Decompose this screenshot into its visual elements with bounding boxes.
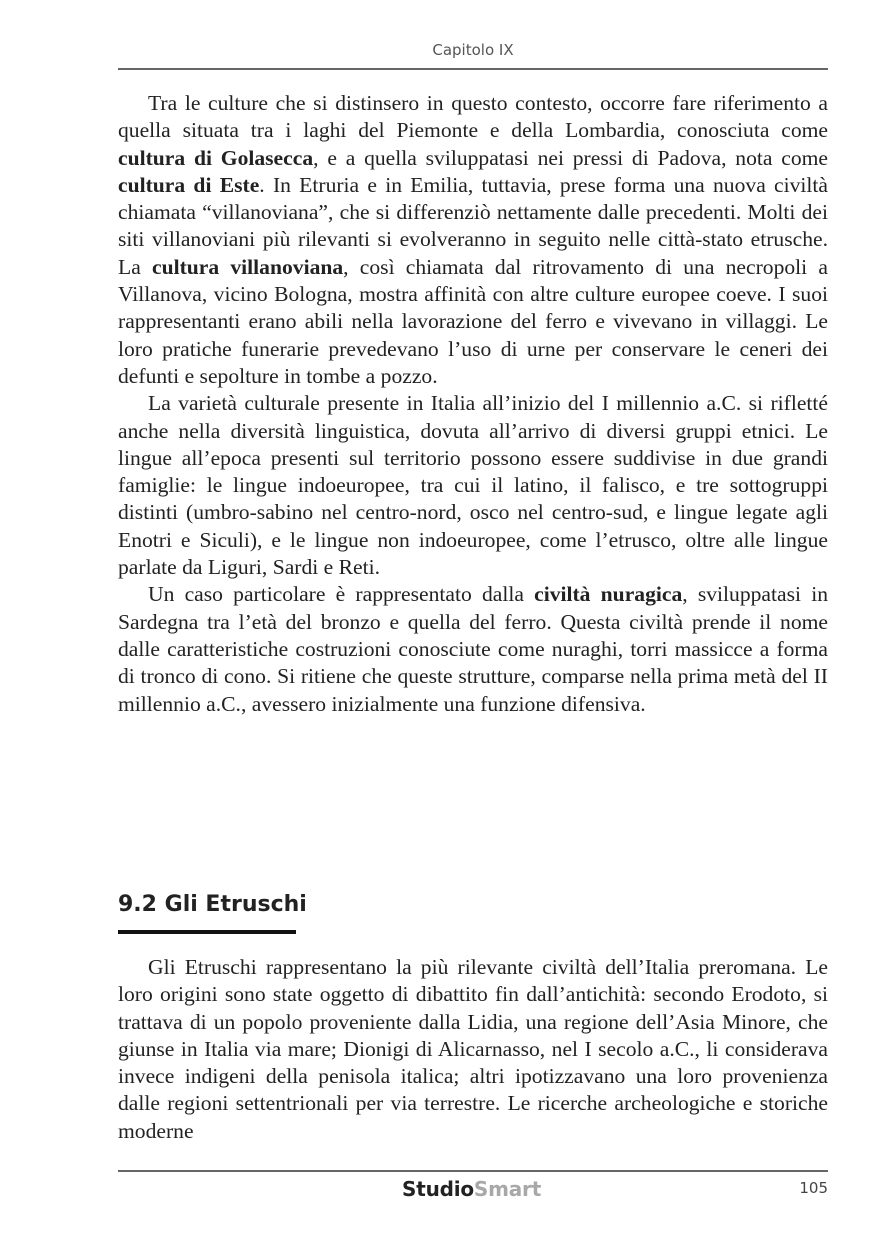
text-run: , e a quella sviluppatasi nei pressi di Padova, nota come xyxy=(313,145,829,170)
bold-term: cultura villanoviana xyxy=(151,254,344,279)
section-heading: 9.2 Gli Etruschi xyxy=(118,892,307,917)
paragraph xyxy=(118,390,828,581)
running-head: Capitolo IX xyxy=(432,41,514,59)
paragraph xyxy=(118,954,828,1145)
publisher-logo-part2: Smart xyxy=(473,1177,542,1201)
paragraph xyxy=(118,90,828,390)
text-run: Gli Etruschi rappresentano la più rilevante civiltà dell’Italia preromana. Le loro origini sono state oggetto di dibattito fin dall’antichità: secondo Erodoto, si trattava di un popolo proveniente dalla Lidia, una regione dell’Asia Minore, che giunse in Italia via mare; Dionigi di Alicarnasso, nel I secolo a.C., li considerava invece indigeni della penisola italica; altri ipotizzavano una loro provenienza dalle regioni settentrionali per via terrestre. Le ricerche archeologiche e storiche moderne xyxy=(118,955,828,1143)
text-run: Tra le culture che si distinsero in questo contesto, occorre fare riferimento a quella situata tra i laghi del Piemonte e della Lombardia, conosciuta come xyxy=(118,91,828,143)
text-block-1 xyxy=(118,90,828,718)
publisher-logo xyxy=(402,1177,541,1201)
footer-rule xyxy=(118,1170,828,1172)
page-number: 105 xyxy=(799,1179,828,1197)
text-run: Un caso particolare è rappresentato dalla xyxy=(148,582,535,607)
text-run: . In Etruria e in Emilia, tuttavia, prese forma una nuova civiltà chiamata “villanoviana”, che si differenziò nettamente dalle precedenti. Molti dei siti villanoviani più rilevanti si evolveranno in seguito nelle città-stato etrusche. La xyxy=(118,172,828,279)
paragraph xyxy=(118,581,828,717)
header-rule xyxy=(118,68,828,70)
text-block-2 xyxy=(118,954,828,1145)
bold-term: cultura di Golasecca xyxy=(118,145,314,170)
text-run: , sviluppatasi in Sardegna tra l’età del bronzo e quella del ferro. Questa civiltà prende il nome dalle caratteristiche costruzioni conosciute come nuraghi, torri massicce a forma di tronco di cono. Si ritiene che queste strutture, comparse nella prima metà del II millennio a.C., avessero inizialmente una funzione difensiva. xyxy=(118,582,828,716)
bold-term: civiltà nuragica xyxy=(534,582,683,607)
bold-term: cultura di Este xyxy=(118,172,260,197)
section-heading-underline xyxy=(118,930,296,934)
text-run: , così chiamata dal ritrovamento di una necropoli a Villanova, vicino Bologna, mostra affinità con altre culture europee coeve. I suoi rappresentanti erano abili nella lavorazione del ferro e vivevano in villaggi. Le loro pratiche funerarie prevedevano l’uso di urne per conservare le ceneri dei defunti e sepolture in tombe a pozzo. xyxy=(118,254,828,388)
text-run: La varietà culturale presente in Italia all’inizio del I millennio a.C. si rifletté anche nella diversità linguistica, dovuta all’arrivo di diversi gruppi etnici. Le lingue all’epoca presenti sul territorio possono essere suddivise in due grandi famiglie: le lingue indoeuropee, tra cui il latino, il falisco, e tre sottogruppi distinti (umbro-sabino nel centro-nord, osco nel centro-sud, e lingue legate agli Enotri e Siculi), e le lingue non indoeuropee, come l’etrusco, oltre alle lingue parlate da Liguri, Sardi e Reti. xyxy=(118,391,828,580)
publisher-logo-part1: Studio xyxy=(402,1177,474,1201)
